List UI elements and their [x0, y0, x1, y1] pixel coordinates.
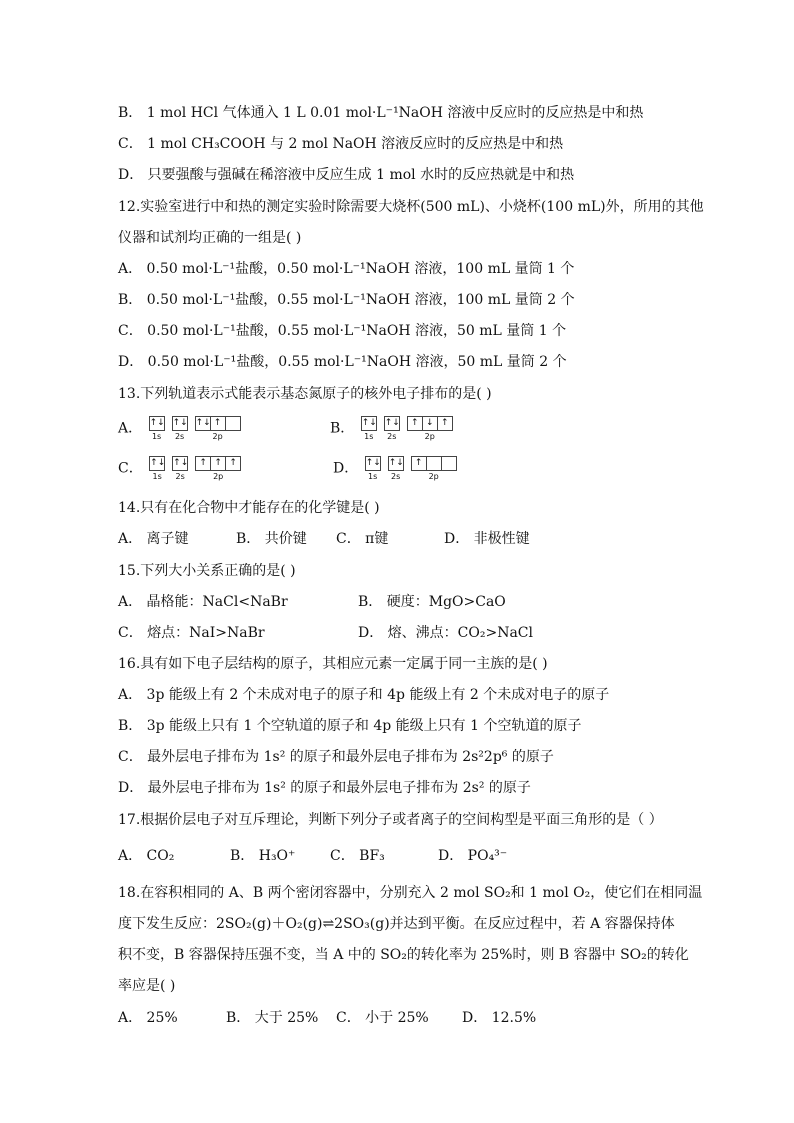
option-letter: B． — [330, 420, 355, 437]
orbital-box: ↑↓ — [149, 456, 165, 471]
orbital-2s: ↑↓ 2s — [388, 458, 404, 481]
question-13-stem: 13.下列轨道表示式能表示基态氮原子的核外电子排布的是( ) — [118, 386, 492, 402]
orbital-diagram-a — [149, 416, 248, 441]
orbital-box: ↑ — [210, 416, 226, 431]
orbital-box: ↑ — [195, 456, 211, 471]
orbital-box — [225, 416, 241, 431]
orbital-2s: ↑↓ 2s — [172, 418, 188, 441]
question-18-stem-cont1: 度下发生反应：2SO₂(g)＋O₂(g)⇌2SO₃(g)并达到平衡。在反应过程中，若 A 容器保持体 — [118, 916, 675, 932]
question-18-stem: 18.在容积相同的 A、B 两个密闭容器中，分别充入 2 mol SO₂和 1 mol O₂，使它们在相同温 — [118, 885, 703, 901]
option-a-q13 — [118, 416, 248, 441]
orbital-box: ↑↓ — [195, 416, 211, 431]
option-b-q13 — [330, 416, 460, 441]
option-d-q15: D． 熔、沸点：CO₂>NaCl — [358, 625, 533, 641]
option-d-q12: D． 0.50 mol·L⁻¹盐酸，0.55 mol·L⁻¹NaOH 溶液，50 mL 量筒 2 个 — [118, 354, 567, 370]
orbital-box: ↑ — [407, 416, 423, 431]
orbital-box: ↑↓ — [172, 456, 188, 471]
option-c-q16: C． 最外层电子排布为 1s² 的原子和最外层电子排布为 2s²2p⁶ 的原子 — [118, 749, 554, 765]
option-c-q14: C． π键 — [336, 531, 389, 547]
orbital-box: ↓ — [422, 416, 438, 431]
question-17-stem: 17.根据价层电子对互斥理论，判断下列分子或者离子的空间构型是平面三角形的是（ ） — [118, 812, 663, 828]
option-a-q14: A． 离子键 — [118, 531, 189, 547]
option-b-q15: B． 硬度：MgO>CaO — [358, 594, 506, 610]
option-c-q13 — [118, 456, 248, 481]
orbital-diagram-d — [365, 456, 464, 481]
option-c-q12: C． 0.50 mol·L⁻¹盐酸，0.55 mol·L⁻¹NaOH 溶液，50 mL 量筒 1 个 — [118, 323, 567, 339]
option-a-q16: A． 3p 能级上有 2 个未成对电子的原子和 4p 能级上有 2 个未成对电子的原子 — [118, 687, 610, 703]
orbital-diagram-b — [361, 416, 460, 441]
option-d-q16: D． 最外层电子排布为 1s² 的原子和最外层电子排布为 2s² 的原子 — [118, 780, 531, 796]
question-14-stem: 14.只有在化合物中才能存在的化学键是( ) — [118, 500, 380, 516]
orbital-diagram-c — [149, 456, 248, 481]
orbital-2p: ↑↓ ↑ 2p — [195, 416, 241, 441]
orbital-box: ↑ — [437, 416, 453, 431]
option-letter: C． — [118, 460, 143, 477]
question-18-stem-cont3: 率应是( ) — [118, 978, 176, 994]
orbital-2s: ↑↓ 2s — [384, 418, 400, 441]
option-a-q17: A． CO₂ — [118, 848, 175, 864]
option-d-q14: D． 非极性键 — [444, 531, 530, 547]
orbital-box: ↑↓ — [172, 416, 188, 431]
orbital-2p: ↑ 2p — [411, 456, 457, 481]
option-a-q15: A． 晶格能：NaCl<NaBr — [118, 594, 288, 610]
option-letter: A． — [118, 420, 143, 437]
orbital-box: ↑↓ — [388, 456, 404, 471]
orbital-1s: ↑↓ 1s — [365, 458, 381, 481]
orbital-box: ↑ — [411, 456, 427, 471]
question-16-stem: 16.具有如下电子层结构的原子，其相应元素一定属于同一主族的是( ) — [118, 656, 548, 672]
orbital-box: ↑ — [210, 456, 226, 471]
option-b-q12: B． 0.50 mol·L⁻¹盐酸，0.55 mol·L⁻¹NaOH 溶液，100 mL 量筒 2 个 — [118, 292, 575, 308]
orbital-2s: ↑↓ 2s — [173, 458, 189, 481]
option-letter: D． — [333, 460, 359, 477]
option-a-q12: A． 0.50 mol·L⁻¹盐酸，0.50 mol·L⁻¹NaOH 溶液，100 mL 量筒 1 个 — [118, 261, 575, 277]
orbital-box: ↑↓ — [149, 416, 165, 431]
orbital-box: ↑↓ — [384, 416, 400, 431]
option-a-q18: A． 25% — [118, 1010, 178, 1026]
option-b-q14: B． 共价键 — [236, 531, 307, 547]
question-15-stem: 15.下列大小关系正确的是( ) — [118, 563, 296, 579]
option-d-q11: D． 只要强酸与强碱在稀溶液中反应生成 1 mol 水时的反应热就是中和热 — [118, 167, 575, 183]
option-c-q17: C． BF₃ — [330, 848, 385, 864]
question-12-stem: 12.实验室进行中和热的测定实验时除需要大烧杯(500 mL)、小烧杯(100 mL)外，所用的其他 — [118, 199, 704, 215]
option-d-q18: D． 12.5% — [462, 1010, 537, 1026]
orbital-box: ↑↓ — [361, 416, 377, 431]
orbital-box: ↑↓ — [365, 456, 381, 471]
option-b-q11: B． 1 mol HCl 气体通入 1 L 0.01 mol·L⁻¹NaOH 溶液中反应时的反应热是中和热 — [118, 105, 644, 121]
option-b-q18: B． 大于 25% — [226, 1010, 319, 1026]
orbital-2p: ↑ ↑ ↑ 2p — [195, 456, 241, 481]
orbital-1s: ↑↓ 1s — [149, 418, 165, 441]
option-c-q18: C． 小于 25% — [336, 1010, 429, 1026]
orbital-box — [426, 456, 442, 471]
option-c-q11: C． 1 mol CH₃COOH 与 2 mol NaOH 溶液反应时的反应热是中和热 — [118, 136, 564, 152]
option-d-q13 — [333, 456, 464, 481]
orbital-1s: ↑↓ 1s — [361, 418, 377, 441]
question-12-stem-cont: 仪器和试剂均正确的一组是( ) — [118, 230, 302, 246]
orbital-1s: ↑↓ 1s — [150, 458, 166, 481]
orbital-box — [441, 456, 457, 471]
option-b-q16: B． 3p 能级上只有 1 个空轨道的原子和 4p 能级上只有 1 个空轨道的原子 — [118, 718, 582, 734]
question-18-stem-cont2: 积不变，B 容器保持压强不变，当 A 中的 SO₂的转化率为 25%时，则 B 容器中 SO₂的转化 — [118, 947, 689, 963]
orbital-box: ↑ — [225, 456, 241, 471]
option-b-q17: B． H₃O⁺ — [230, 848, 296, 864]
option-c-q15: C． 熔点：NaI>NaBr — [118, 625, 265, 641]
option-d-q17: D． PO₄³⁻ — [438, 848, 508, 864]
orbital-2p: ↑ ↓ ↑ 2p — [407, 416, 453, 441]
